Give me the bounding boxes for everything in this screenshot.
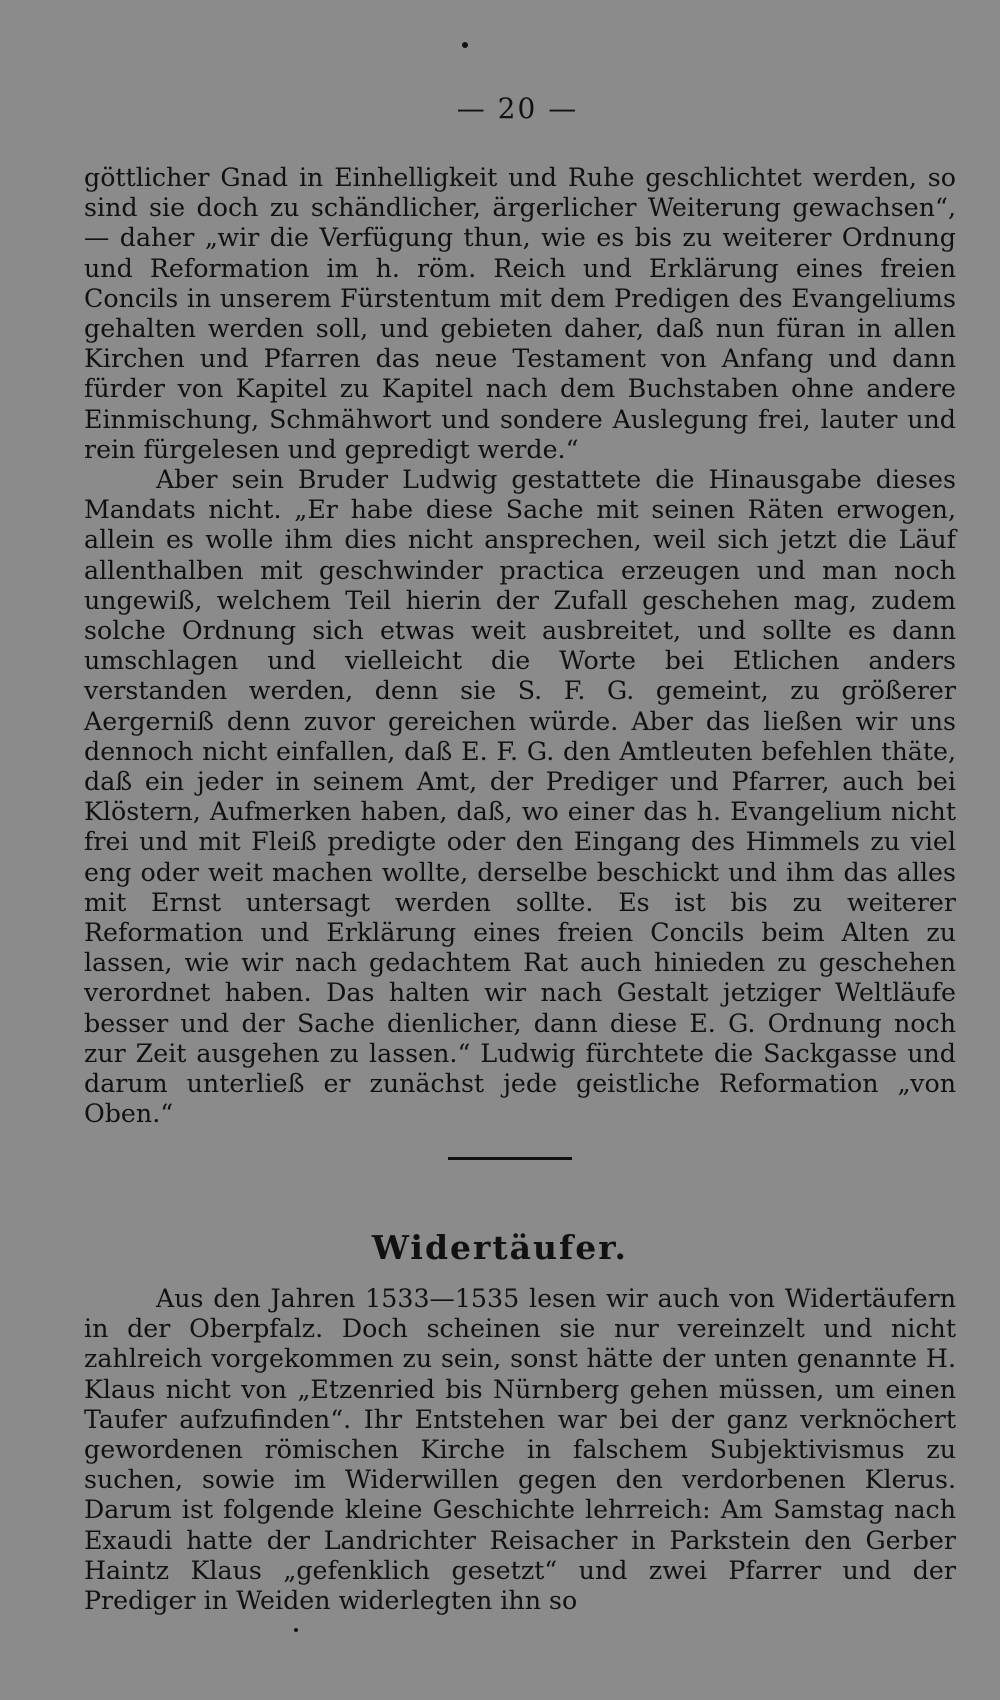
paragraph-widertaeufer: Aus den Jahren 1533—1535 lesen wir auch von Widertäufern in der Oberpfalz. Doch scheinen sie nur vereinzelt und nicht zahlreich vorgekommen zu sein, sonst hätte der unten genannte H. Klaus nicht von „Etzenried bis Nürnberg gehen müssen, um einen Taufer aufzufinden“. Ihr Entstehen war bei der ganz verknöchert gewordenen römischen Kirche in falschem Subjektivismus zu suchen, sowie im Widerwillen gegen den verdorbenen Klerus. Darum ist folgende kleine Geschichte lehrreich: Am Samstag nach Exaudi hatte der Landrichter Reisacher in Parkstein den Gerber Haintz Klaus „gefenklich gesetzt“ und zwei Pfarrer und der Prediger in Weiden widerlegten ihn so: [84, 1284, 956, 1616]
paragraph-ludwig: Aber sein Bruder Ludwig gestattete die Hinausgabe dieses Mandats nicht. „Er habe diese Sache mit seinen Räten erwogen, allein es wolle ihm dies nicht ansprechen, weil sich jetzt die Läuf allenthalben mit geschwinder practica erzeugen und man noch ungewiß, welchem Teil hierin der Zufall geschehen mag, zudem solche Ordnung sich etwas weit ausbreitet, und sollte es dann umschlagen und vielleicht die Worte bei Etlichen anders verstanden werden, denn sie S. F. G. gemeint, zu größerer Aergerniß denn zuvor gereichen würde. Aber das ließen wir uns dennoch nicht einfallen, daß E. F. G. den Amtleuten befehlen thäte, daß ein jeder in seinem Amt, der Prediger und Pfarrer, auch bei Klöstern, Aufmerken haben, daß, wo einer das h. Evangelium nicht frei und mit Fleiß predigte oder den Eingang des Himmels zu viel eng oder weit machen wollte, derselbe beschickt und ihm das alles mit Ernst untersagt werden sollte. Es ist bis zu weiterer Reformation und Erklärung eines freien Concils beim Alten zu lassen, wie wir nach gedachtem Rat auch hinieden zu geschehen verordnet haben. Das halten wir nach Gestalt jetziger Weltläufe besser und der Sache dienlicher, dann diese E. G. Ordnung noch zur Zeit ausgehen zu lassen.“ Ludwig fürchtete die Sackgasse und darum unterließ er zunächst jede geistliche Reformation „von Oben.“: [84, 465, 956, 1129]
section-divider: [448, 1157, 572, 1160]
main-text: [84, 163, 956, 1130]
section-heading: Widertäufer.: [371, 1228, 629, 1267]
section-text: [84, 1284, 956, 1616]
ink-speck: [462, 42, 468, 48]
page-number: — 20 —: [456, 92, 579, 125]
ink-speck: [294, 1628, 298, 1632]
paragraph-continuation: göttlicher Gnad in Einhelligkeit und Ruhe geschlichtet werden, so sind sie doch zu schändlicher, ärgerlicher Weiterung gewachsen“, — daher „wir die Verfügung thun, wie es bis zu weiterer Ordnung und Reformation im h. röm. Reich und Erklärung eines freien Concils in unserem Fürstentum mit dem Predigen des Evangeliums gehalten werden soll, und gebieten daher, daß nun füran in allen Kirchen und Pfarren das neue Testament von Anfang und dann fürder von Kapitel zu Kapitel nach dem Buchstaben ohne andere Einmischung, Schmähwort und sondere Auslegung frei, lauter und rein fürgelesen und gepredigt werde.“: [84, 163, 956, 464]
